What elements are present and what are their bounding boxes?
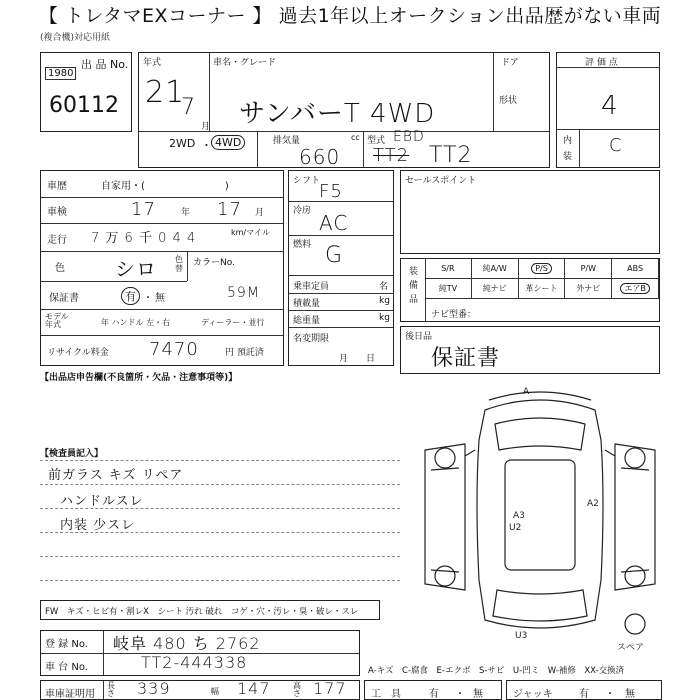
model-value: TT2 (429, 143, 473, 168)
cert-label: 車庫証明用 (45, 689, 95, 700)
name-change-label: 名変期限 (293, 334, 330, 344)
jack-yes: 有 (579, 689, 589, 700)
inspection-month-unit: 月 (255, 208, 265, 218)
inspection-label: 車検 (47, 207, 67, 218)
mark-u3: U3 (515, 631, 528, 641)
chassis-label: 車 台 No. (45, 662, 88, 673)
model-label: 型式 (367, 136, 386, 146)
name-value: サンバーT 4WD (239, 99, 436, 129)
fuel-label: 燃料 (293, 240, 312, 250)
tools-label: 工 具 (371, 689, 401, 700)
inspector-line-3: 内装 少スレ (60, 518, 136, 533)
equipment-item-label: 外ナビ (576, 284, 601, 293)
spec-box (288, 170, 394, 366)
recycle-unit: 円 預託済 (225, 348, 264, 358)
spare-label: スペア (617, 643, 645, 653)
vehicle-header-box: 年式 21 7 月 車名・グレード サンバーT 4WD ドア 形状 2WD ・ 4WD 排気量 cc 660 型式 EBD TT2 TT2 (138, 52, 550, 168)
lot-year: 1980 (45, 67, 76, 80)
damage-check-strip (40, 600, 380, 620)
tools-yes: 有 (429, 689, 439, 700)
name-change-unit: 月日 (339, 354, 394, 364)
interior-label-top: 内 (563, 136, 573, 146)
equipment-label: 装備品 (409, 267, 419, 305)
displacement-unit: cc (351, 133, 360, 142)
warranty-no: 無 (155, 293, 165, 304)
banner-title: 【 トレタマEXコーナー 】 過去1年以上オークション出品歴がない車両 (38, 5, 662, 27)
equipment-box (400, 258, 660, 322)
capacity-unit: 名 (379, 282, 389, 292)
mileage-unit: km/マイル (231, 228, 270, 237)
displacement-value: 660 (299, 145, 341, 169)
weight-unit: kg (379, 313, 390, 323)
month-suffix: 月 (201, 122, 211, 132)
tools-no: 無 (473, 689, 483, 700)
fuel-value: G (325, 243, 344, 268)
ac-label: 冷房 (293, 206, 312, 216)
equipment-item (425, 279, 472, 299)
score-label: 評 価 点 (585, 58, 618, 68)
name-label: 車名・グレード (213, 58, 277, 68)
later-docs-value: 保証書 (431, 346, 501, 371)
jack-box: ジャッキ 有 ・ 無 (506, 680, 662, 700)
inspection-year-unit: 年 (181, 208, 191, 218)
dealer-label: ディーラー・並行 (201, 318, 265, 327)
equipment-item (425, 259, 472, 279)
damage-check-text: FW キズ・ヒビ有・割レX シート 汚れ 破れ コゲ・穴・汚レ・臭・破レ・スレ (45, 607, 359, 617)
equipment-item-label: ABS (627, 264, 644, 273)
height-value: 177 (313, 679, 347, 698)
year-value: 21 (145, 75, 186, 110)
car-damage-diagram (405, 380, 675, 660)
model-prefix-old: TT2 (373, 145, 410, 166)
mark-a3: A3 (513, 511, 525, 521)
equipment-item (565, 279, 612, 299)
model-year-label: モデル年式 (45, 312, 69, 329)
warranty-yes-circled: 有 (121, 287, 140, 305)
displacement-label: 排気量 (273, 136, 301, 146)
load-unit: kg (379, 296, 390, 306)
mark-u2: U2 (509, 523, 522, 533)
equipment-item-label: エアB (620, 283, 650, 294)
later-docs-label: 後日品 (405, 332, 433, 342)
history-box: 車歴 自家用・( ) 車検 17 年 17 月 走行 7 万 6 千 0 4 4 km/マイル 色 シロ 色替 カラーNo. 保証書 有 ・ 無 59M モデル年式 年 ハンドル 左・右 ディーラー・並行 リサイクル料金 7470 円 預託済 (40, 170, 284, 366)
equipment-item (612, 259, 659, 279)
mark-a-front: A (523, 387, 530, 397)
year-label: 年式 (143, 58, 162, 68)
shift-label: シフト (293, 176, 321, 186)
reg-value: 岐阜 480 ち 2762 (113, 634, 261, 653)
reg-label: 登 録 No. (45, 639, 88, 650)
later-docs-box (400, 326, 660, 374)
sales-point-box (400, 170, 660, 254)
ac-value: AC (319, 211, 349, 235)
equipment-item-label: P/W (580, 264, 596, 273)
equipment-item-label: P/S (531, 263, 552, 274)
lot-number: 60112 (49, 93, 119, 118)
equipment-item-label: 純ナビ (482, 284, 507, 293)
mileage-note: 59M (227, 285, 260, 301)
equipment-item (519, 279, 566, 299)
equipment-item-label: S/R (441, 264, 455, 273)
inspector-line-2: ハンドルスレ (60, 494, 144, 509)
inspection-month: 17 (217, 199, 242, 220)
declaration-label: 【出品店申告欄(不良箇所・欠品・注意事項等)】 (40, 373, 238, 383)
equipment-item (472, 279, 519, 299)
model-year-value: 年 ハンドル 左・右 (101, 318, 171, 327)
color-code-label: カラーNo. (193, 258, 235, 268)
weight-label: 総重量 (293, 316, 321, 326)
height-label: 高さ (293, 681, 301, 698)
jack-label: ジャッキ (513, 689, 553, 700)
door-label: ドア (501, 58, 519, 68)
width-label: 幅 (211, 687, 219, 696)
mileage-label: 走行 (47, 235, 67, 246)
recycle-value: 7470 (149, 339, 199, 360)
mark-a2: A2 (587, 499, 599, 509)
equipment-item (472, 259, 519, 279)
inspector-line-1: 前ガラス キズ リペア (48, 468, 184, 483)
score-box (556, 52, 660, 168)
length-label: 長さ (107, 681, 115, 698)
color-value: シロ (115, 257, 157, 281)
history-value: 自家用・( ) (101, 181, 229, 192)
load-label: 積載量 (293, 299, 321, 309)
shift-value: F5 (319, 181, 343, 202)
mileage-value: 7 万 6 千 0 4 4 (91, 231, 197, 246)
length-value: 339 (137, 679, 171, 698)
shape-label: 形状 (499, 96, 518, 106)
tools-box: 工 具 有 ・ 無 (364, 680, 502, 700)
subheader: (複合機)対応用紙 (40, 33, 111, 43)
inspector-label: 【検査員記入】 (40, 449, 104, 459)
lot-number-box (40, 52, 132, 132)
chassis-value: TT2-444338 (141, 653, 248, 672)
drive-4wd-circled: 4WD (211, 135, 245, 150)
registration-box (40, 630, 360, 676)
sales-point-label: セールスポイント (405, 176, 477, 186)
damage-legend: A-キズ C-腐食 E-エクボ S-サビ U-凹ミ W-補修 XX-交換済 (368, 666, 625, 676)
month-value: 7 (181, 95, 196, 120)
color-label: 色 (55, 263, 65, 274)
score-value: 4 (601, 91, 619, 121)
equipment-item (519, 259, 566, 279)
history-label: 車歴 (47, 181, 67, 192)
equipment-item-label: 純A/W (482, 264, 507, 273)
warranty-label: 保証書 (49, 293, 79, 304)
width-value: 147 (237, 679, 271, 698)
equipment-item-label: 純TV (438, 284, 458, 293)
interior-label-bottom: 装 (563, 152, 573, 162)
interior-value: C (609, 135, 623, 156)
garage-cert-box (40, 680, 360, 700)
capacity-label: 乗車定員 (293, 282, 330, 292)
inspection-year: 17 (131, 199, 156, 220)
equipment-item (612, 279, 659, 299)
recycle-label: リサイクル料金 (47, 348, 109, 358)
color-change-note: 色替 (175, 255, 183, 273)
equipment-item-label: 革シート (525, 284, 558, 293)
equipment-item (565, 259, 612, 279)
navi-model-label: ナビ型番： (431, 310, 477, 320)
lot-label: 出 品 No. (81, 58, 129, 71)
jack-no: 無 (625, 689, 635, 700)
drive-2wd: 2WD (169, 137, 196, 150)
model-prefix-new: EBD (393, 129, 425, 145)
